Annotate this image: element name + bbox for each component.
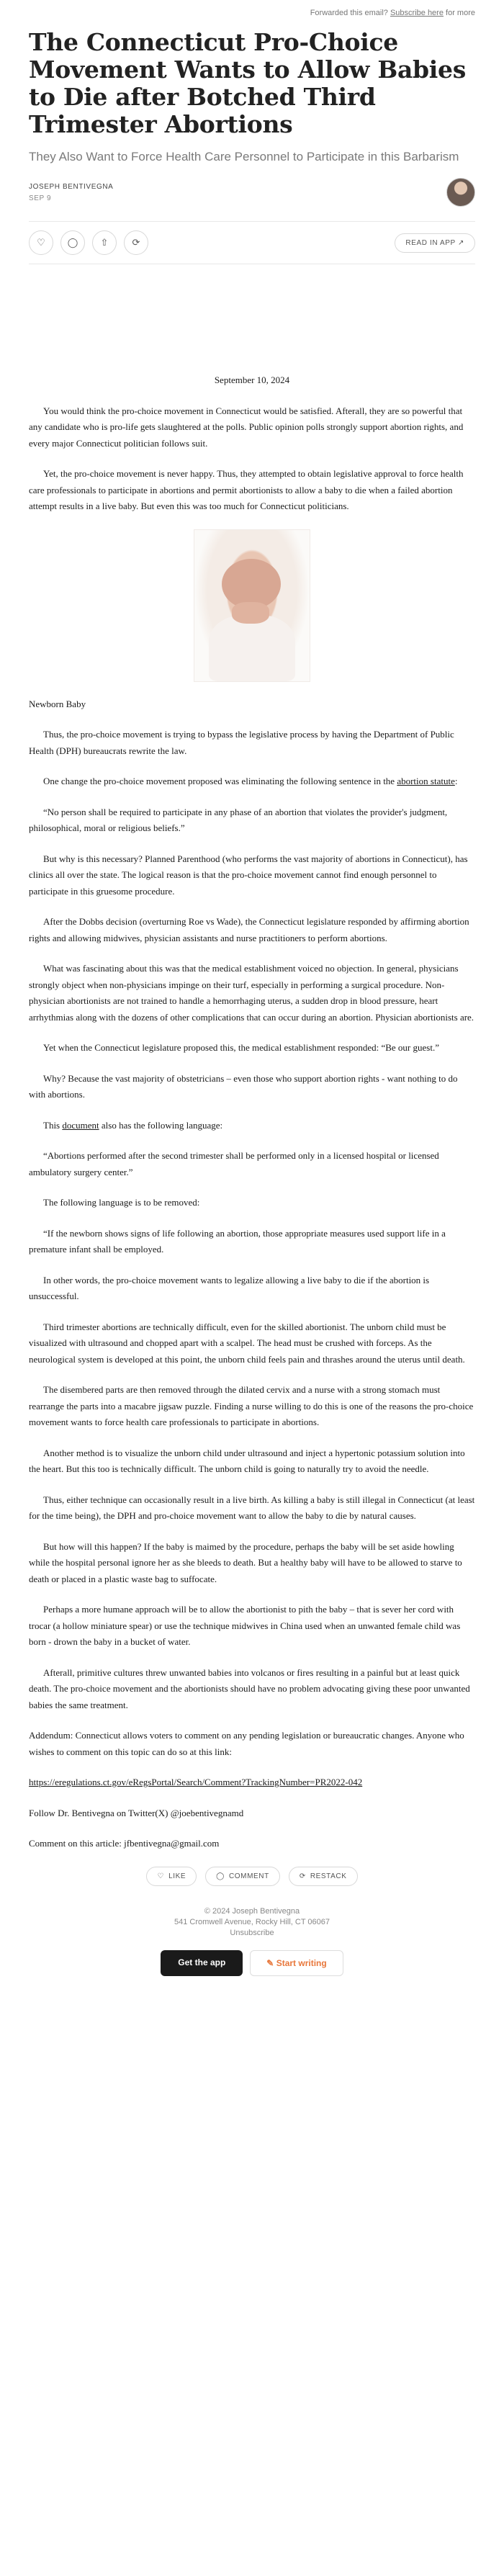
restack-icon: ⟳ — [299, 1872, 306, 1880]
paragraph: Another method is to visualize the unborn child under ultrasound and inject a hypertonic potassium solution into the heart. But this too is technically difficult. The unborn child is going to naturally try to avoid the needle. — [29, 1447, 465, 1474]
footer-actions — [29, 1867, 475, 1886]
paragraph: Yet when the Connecticut legislature proposed this, the medical establishment responded: “Be our guest.” — [43, 1042, 439, 1053]
forwarded-notice — [29, 0, 475, 17]
forwarded-suffix: for more — [446, 9, 475, 17]
paragraph: Why? Because the vast majority of obstetricians – even those who support abortion rights - want nothing to do with abortions. — [29, 1072, 458, 1100]
paragraph: Addendum: Connecticut allows voters to comment on any pending legislation or bureaucratic changes. Anyone who wishes to comment on this topic can do so at this link: — [29, 1730, 464, 1757]
text: : — [454, 776, 458, 786]
get-the-app-button[interactable]: Get the app — [161, 1950, 243, 1976]
paragraph: Yet, the pro-choice movement is never happy. Thus, they attempted to obtain legislative approval to force health care professionals to participate in abortions and permit abortionists to allow a baby to die when a failed abortion attempt results in a live baby. But even this was too much for Connecticut politicians. — [29, 468, 464, 511]
paragraph: In other words, the pro-choice movement wants to legalize allowing a live baby to die if the abortion is unsuccessful. — [29, 1274, 430, 1301]
share-icon[interactable]: ⇧ — [92, 230, 117, 255]
comment-icon: ◯ — [216, 1872, 225, 1880]
paragraph: Third trimester abortions are technically difficult, even for the skilled abortionist. The unborn child must be visualized with ultrasound and chopped apart with a scalpel. The head must be crushed with forceps. As the neurological system is developed at this point, the unborn child feels pain and thrashes around the uterus until death. — [29, 1321, 465, 1365]
byline — [29, 178, 475, 207]
like-button[interactable] — [146, 1867, 197, 1886]
heart-icon[interactable]: ♡ — [29, 230, 53, 255]
paragraph: After the Dobbs decision (overturning Roe vs Wade), the Connecticut legislature responded by affirming abortion rights and allowing midwives, physician assistants and nurse practitioners to perform abortions. — [29, 916, 469, 943]
paragraph — [29, 1774, 475, 1791]
paragraph: Afterall, primitive cultures threw unwanted babies into volcanos or fires resulting in a painful but at least quick death. The pro-choice movement and the abortionists should have no problem advocating giving these poor unwanted babies the same treatment. — [29, 1666, 470, 1710]
image-caption: Newborn Baby — [29, 698, 86, 709]
subscribe-link[interactable]: Subscribe here — [390, 9, 444, 17]
unsubscribe-link[interactable]: Unsubscribe — [230, 1928, 274, 1937]
quote: “If the newborn shows signs of life following an abortion, those appropriate measures used support life in a premature infant shall be employed. — [29, 1227, 446, 1255]
copyright: © 2024 Joseph Bentivegna — [204, 1906, 300, 1916]
author-avatar[interactable] — [446, 178, 475, 207]
paragraph — [29, 773, 475, 790]
email-container — [29, 0, 475, 1976]
text: also has the following language: — [99, 1119, 223, 1131]
comment-portal-link[interactable]: https://eregulations.ct.gov/eRegsPortal/Search/Comment?TrackingNumber=PR2022-042 — [29, 1777, 363, 1787]
article-title[interactable]: The Connecticut Pro-Choice Movement Wants to Allow Babies to Die after Botched Third Trimester Abortions — [29, 28, 467, 138]
baby-hand-shape — [232, 602, 269, 624]
paragraph: Thus, either technique can occasionally result in a live birth. As killing a baby is still illegal in Connecticut (at least for the time being), the DPH and pro-choice movement want to allow the baby to die by natural causes. — [29, 1494, 475, 1521]
paragraph: What was fascinating about this was that the medical establishment voiced no objection. In general, physicians strongly object when non-physicians impinge on their turf, especially in performing a surgical procedure. Non-physician abortionists are not trained to handle a hemorrhaging uterus, a sudden drop in blood pressure, heart arrhythmias along with the dozens of other complications that can occur during an abortion. Physician abortionists are. — [29, 963, 474, 1023]
comment-label: COMMENT — [228, 1872, 269, 1880]
pen-icon: ✎ — [266, 1957, 276, 1968]
heart-icon: ♡ — [157, 1872, 165, 1880]
paragraph: Thus, the pro-choice movement is trying to bypass the legislative process by having the Department of Public Health (DPH) bureaucrats rewrite the law. — [29, 729, 454, 756]
quote: “Abortions performed after the second trimester shall be performed only in a licensed hospital or licensed ambulatory surgery center.” — [29, 1150, 439, 1177]
paragraph: You would think the pro-choice movement in Connecticut would be satisfied. Afterall, they are so powerful that any candidate who is pro-life gets slaughtered at the polls. Public opinion polls strongly support abortion rights, and every major Connecticut politician follows suit. — [29, 405, 464, 449]
paragraph: But why is this necessary? Planned Parenthood (who performs the vast majority of abortions in Connecticut), has clinics all over the state. The logical reason is that the pro-choice movement cannot find enough personnel to participate in this gruesome procedure. — [29, 853, 468, 897]
paragraph: But how will this happen? If the baby is maimed by the procedure, perhaps the baby will be set aside howling while the hospital personal ignore her as she bleeds to death. But a healthy baby will have to be allowed to starve to death or placed in a plastic waste bag to suffocate. — [29, 1540, 462, 1584]
forwarded-text: Forwarded this email? — [310, 9, 388, 17]
publish-date: SEP 9 — [29, 194, 52, 202]
start-writing-button[interactable] — [250, 1950, 343, 1976]
start-writing-label: Start writing — [276, 1957, 327, 1968]
read-in-app-button[interactable]: READ IN APP ↗ — [395, 233, 475, 253]
article-body — [29, 372, 475, 1852]
paragraph: Comment on this article: jfbentivegna@gmail.com — [29, 1838, 220, 1849]
comment-icon[interactable]: ◯ — [60, 230, 85, 255]
footer-info — [29, 1906, 475, 1939]
text: One change the pro-choice movement proposed was eliminating the following sentence in the — [43, 776, 397, 786]
action-bar — [29, 221, 475, 264]
restack-button[interactable] — [289, 1867, 358, 1886]
cta-row — [29, 1950, 475, 1976]
article-subtitle: They Also Want to Force Health Care Personnel to Participate in this Barbarism — [29, 150, 459, 163]
abortion-statute-link[interactable]: abortion statute — [397, 776, 455, 786]
like-label: LIKE — [168, 1872, 186, 1880]
paragraph: Follow Dr. Bentivegna on Twitter(X) @joebentivegnamd — [29, 1807, 244, 1818]
address: 541 Cromwell Avenue, Rocky Hill, CT 06067 — [174, 1917, 330, 1926]
blanket-shape — [209, 615, 295, 681]
paragraph — [29, 1118, 475, 1134]
newborn-baby-image — [194, 529, 310, 682]
quote: “No person shall be required to participate in any phase of an abortion that violates the provider's judgment, philosophical, moral or religious beliefs.” — [29, 806, 448, 833]
body-date: September 10, 2024 — [214, 374, 290, 385]
restack-icon[interactable]: ⟳ — [124, 230, 148, 255]
paragraph: Perhaps a more humane approach will be to allow the abortionist to pith the baby – that is sever her cord with trocar (a hollow miniature spear) or use the technique midwives in China used when an unwanted female child was born - drown the baby in a bucket of water. — [29, 1604, 461, 1647]
paragraph: The following language is to be removed: — [43, 1197, 200, 1208]
text: This — [43, 1119, 63, 1131]
comment-button[interactable] — [205, 1867, 280, 1886]
restack-label: RESTACK — [310, 1872, 347, 1880]
author-name[interactable]: JOSEPH BENTIVEGNA — [29, 182, 114, 191]
document-link[interactable]: document — [62, 1119, 99, 1131]
paragraph: The disembered parts are then removed through the dilated cervix and a nurse with a strong stomach must rearrange the parts into a macabre jigsaw puzzle. Finding a nurse willing to do this is one of the reasons the pro-choice movement wants to force health care professionals to participate in abortions. — [29, 1384, 474, 1427]
